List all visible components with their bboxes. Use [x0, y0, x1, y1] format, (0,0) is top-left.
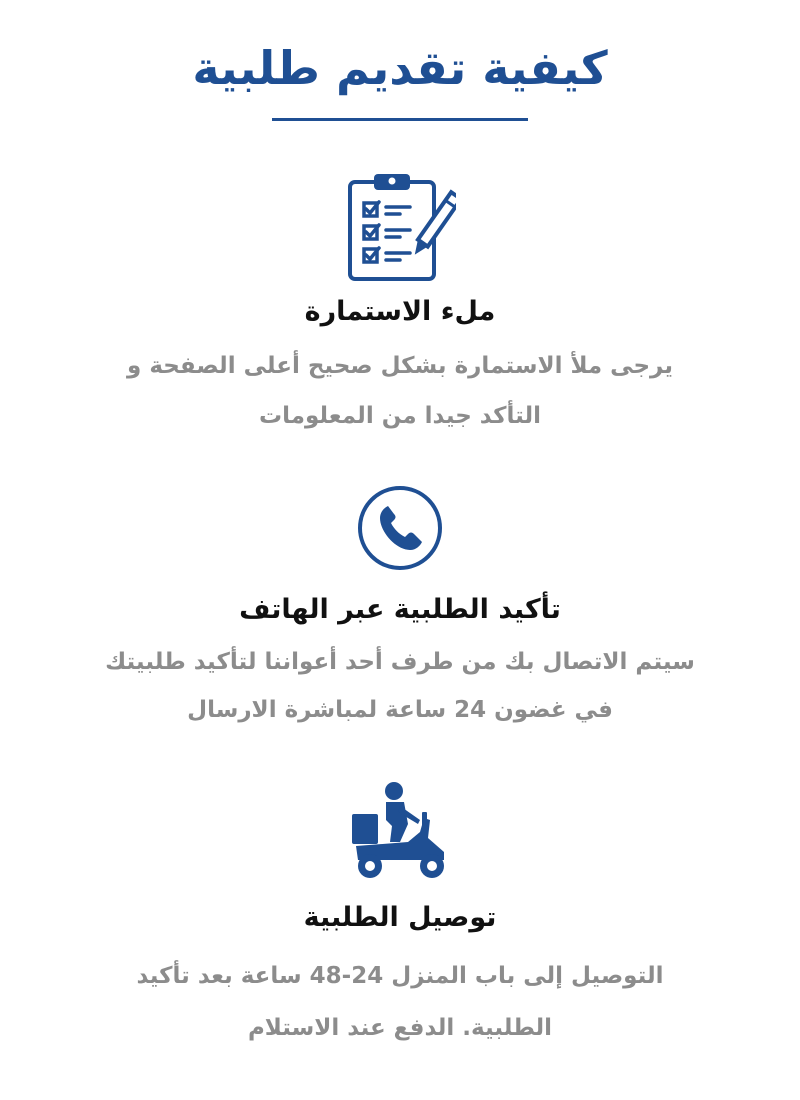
page-title: كيفية تقديم طلبية	[192, 41, 608, 95]
step-phone-confirmation-description-line-2: في غضون 24 ساعة لمباشرة الارسال	[187, 697, 613, 723]
delivery-scooter-icon	[348, 780, 452, 884]
step-delivery-title: توصيل الطلبية	[303, 902, 497, 933]
step-fill-form-description-line-1: يرجى ملأ الاستمارة بشكل صحيح أعلى الصفحة و	[127, 353, 673, 379]
step-delivery-description-line-1: التوصيل إلى باب المنزل 24-48 ساعة بعد تأكيد	[136, 963, 664, 989]
step-fill-form-description-line-2: التأكد جيدا من المعلومات	[258, 403, 542, 429]
step-phone-confirmation-description-line-1: سيتم الاتصال بك من طرف أحد أعواننا لتأكيد طلبيتك	[105, 649, 695, 675]
clipboard-checklist-icon	[344, 170, 456, 284]
phone-icon	[356, 484, 444, 572]
step-fill-form-title: ملء الاستمارة	[304, 296, 496, 327]
step-phone-confirmation-title: تأكيد الطلبية عبر الهاتف	[239, 594, 561, 625]
step-delivery-description-line-2: الطلبية. الدفع عند الاستلام	[247, 1015, 553, 1041]
title-divider	[272, 118, 528, 121]
